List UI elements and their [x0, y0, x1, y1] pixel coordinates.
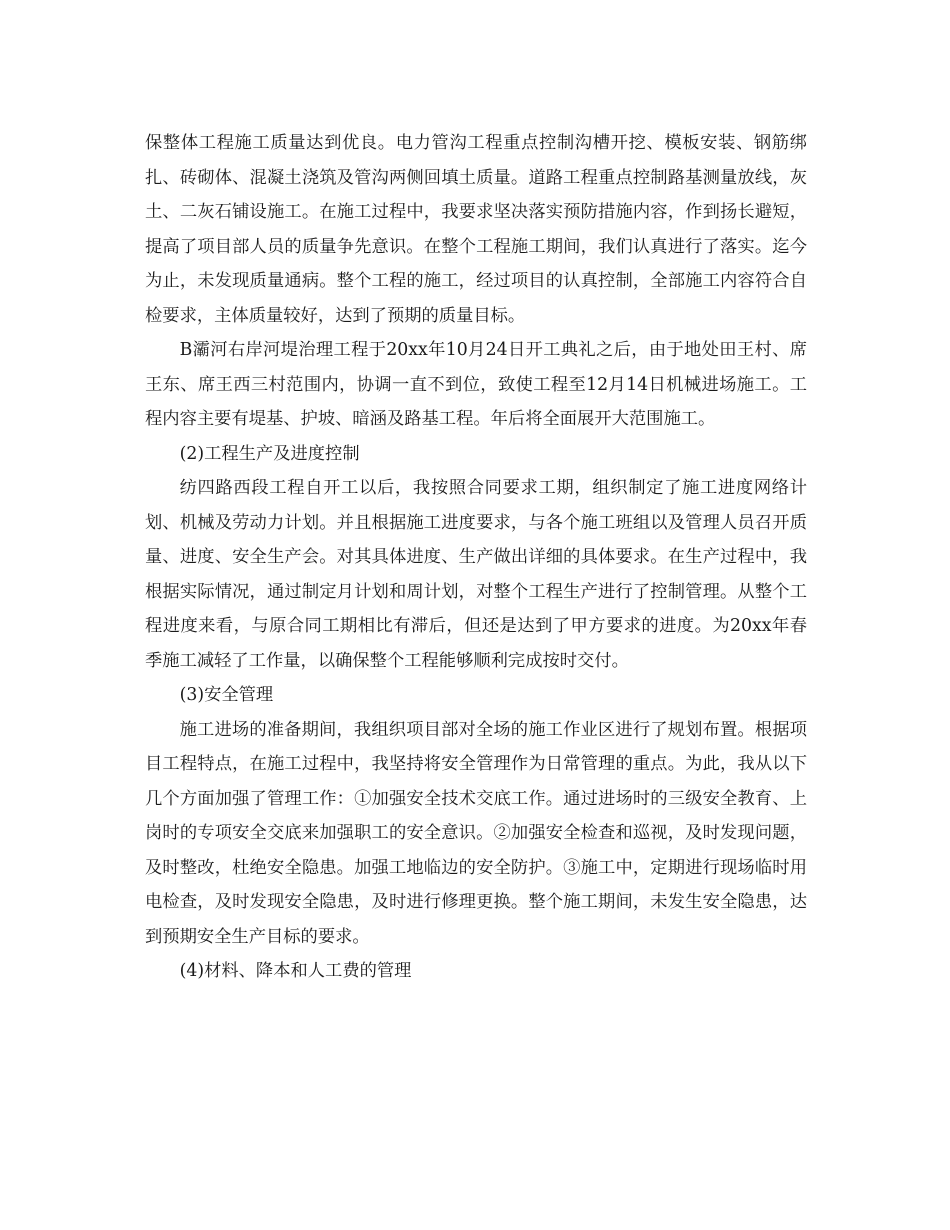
paragraph-quality-control: 保整体工程施工质量达到优良。电力管沟工程重点控制沟槽开挖、模板安装、钢筋绑扎、砖砌体、混凝土浇筑及管沟两侧回填土质量。道路工程重点控制路基测量放线，灰土、二灰石铺设施工。在施工过程中，我要求坚决落实预防措施内容，作到扬长避短，提高了项目部人员的质量争先意识。在整个工程施工期间，我们认真进行了落实。迄今为止，未发现质量通病。整个工程的施工，经过项目的认真控制，全部施工内容符合自检要求，主体质量较好，达到了预期的质量目标。 [145, 133, 807, 326]
document-page [145, 126, 807, 989]
paragraph-progress-control: 纺四路西段工程自开工以后，我按照合同要求工期，组织制定了施工进度网络计划、机械及劳动力计划。并且根据施工进度要求，与各个施工班组以及管理人员召开质量、进度、安全生产会。对其具体进度、生产做出详细的具体要求。在生产过程中，我根据实际情况，通过制定月计划和周计划，对整个工程生产进行了控制管理。从整个工程进度来看，与原合同工期相比有滞后，但还是达到了甲方要求的进度。为20xx年春季施工减轻了工作量，以确保整个工程能够顺利完成按时交付。 [145, 478, 807, 671]
section-heading-materials: (4)材料、降本和人工费的管理 [179, 961, 412, 981]
section-heading-safety: (3)安全管理 [179, 685, 274, 705]
section-heading-progress: (2)工程生产及进度控制 [179, 443, 360, 464]
paragraph-bahe-project: B灞河右岸河堤治理工程于20xx年10月24日开工典礼之后，由于地处田王村、席王东、席王西三村范围内，协调一直不到位，致使工程至12月14日机械进场施工。工程内容主要有堤基、护坡、暗涵及路基工程。年后将全面展开大范围施工。 [145, 340, 807, 429]
paragraph-safety-management: 施工进场的准备期间，我组织项目部对全场的施工作业区进行了规划布置。根据项目工程特点，在施工过程中，我坚持将安全管理作为日常管理的重点。为此，我从以下几个方面加强了管理工作：①加强安全技术交底工作。通过进场时的三级安全教育、上岗时的专项安全交底来加强职工的安全意识。②加强安全检查和巡视，及时发现问题，及时整改，杜绝安全隐患。加强工地临边的安全防护。③施工中，定期进行现场临时用电检查，及时发现安全隐患，及时进行修理更换。整个施工期间，未发生安全隐患，达到预期安全生产目标的要求。 [145, 719, 807, 947]
